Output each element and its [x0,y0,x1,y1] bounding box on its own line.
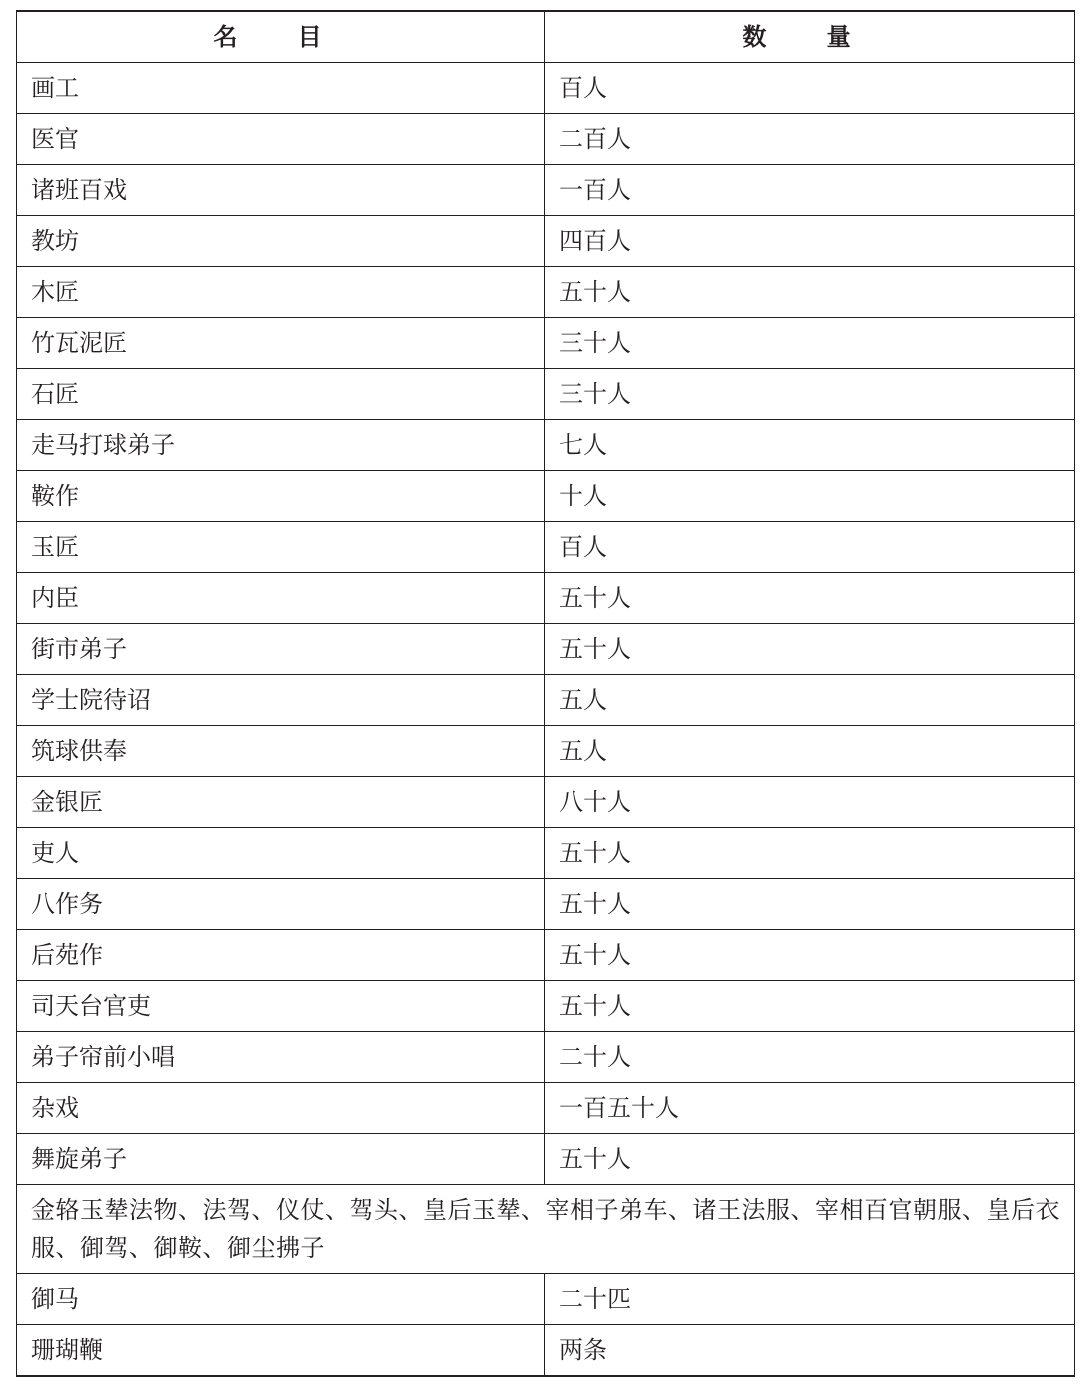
cell-quantity: 一百五十人 [545,1083,1075,1134]
table-row [17,573,1075,624]
cell-name: 珊瑚鞭 [17,1325,545,1377]
cell-quantity: 七人 [545,420,1075,471]
table-body [17,63,1075,1377]
cell-quantity: 二百人 [545,114,1075,165]
table-row [17,624,1075,675]
cell-quantity: 五十人 [545,879,1075,930]
cell-quantity: 百人 [545,522,1075,573]
cell-quantity: 五十人 [545,930,1075,981]
cell-quantity: 五十人 [545,267,1075,318]
cell-quantity: 二十匹 [545,1274,1075,1325]
table-row [17,318,1075,369]
cell-name: 杂戏 [17,1083,545,1134]
cell-quantity: 三十人 [545,369,1075,420]
table-row [17,63,1075,114]
cell-quantity: 五人 [545,726,1075,777]
cell-name: 走马打球弟子 [17,420,545,471]
table-row [17,471,1075,522]
table-row [17,369,1075,420]
cell-name: 石匠 [17,369,545,420]
table-row [17,1274,1075,1325]
cell-quantity: 一百人 [545,165,1075,216]
table-row [17,777,1075,828]
cell-name: 学士院待诏 [17,675,545,726]
cell-quantity: 三十人 [545,318,1075,369]
cell-name: 内臣 [17,573,545,624]
cell-quantity: 五人 [545,675,1075,726]
cell-name: 诸班百戏 [17,165,545,216]
cell-quantity: 五十人 [545,1134,1075,1185]
table-row [17,1032,1075,1083]
cell-quantity: 五十人 [545,624,1075,675]
table-row [17,981,1075,1032]
table-row [17,216,1075,267]
table-row [17,1134,1075,1185]
merged-cell: 金辂玉辇法物、法驾、仪仗、驾头、皇后玉辇、宰相子弟车、诸王法服、宰相百官朝服、皇后衣服、御驾、御鞍、御尘拂子 [17,1185,1075,1274]
cell-name: 后苑作 [17,930,545,981]
table-header-row [17,11,1075,63]
header-name: 名 目 [17,11,545,63]
cell-quantity: 十人 [545,471,1075,522]
cell-quantity: 四百人 [545,216,1075,267]
table-row [17,267,1075,318]
table-row [17,165,1075,216]
cell-quantity: 五十人 [545,573,1075,624]
cell-name: 教坊 [17,216,545,267]
cell-name: 医官 [17,114,545,165]
cell-name: 吏人 [17,828,545,879]
cell-name: 鞍作 [17,471,545,522]
cell-quantity: 二十人 [545,1032,1075,1083]
merged-row [17,1185,1075,1274]
cell-quantity: 两条 [545,1325,1075,1377]
table-row [17,114,1075,165]
cell-quantity: 五十人 [545,828,1075,879]
table-row [17,675,1075,726]
table-row [17,726,1075,777]
table-row [17,828,1075,879]
table-row [17,420,1075,471]
cell-name: 金银匠 [17,777,545,828]
cell-name: 画工 [17,63,545,114]
cell-name: 御马 [17,1274,545,1325]
table-row [17,879,1075,930]
header-quantity: 数 量 [545,11,1075,63]
cell-name: 玉匠 [17,522,545,573]
table-row [17,1083,1075,1134]
cell-quantity: 五十人 [545,981,1075,1032]
cell-name: 司天台官吏 [17,981,545,1032]
cell-quantity: 八十人 [545,777,1075,828]
cell-name: 木匠 [17,267,545,318]
cell-name: 舞旋弟子 [17,1134,545,1185]
cell-quantity: 百人 [545,63,1075,114]
cell-name: 八作务 [17,879,545,930]
table-row [17,1325,1075,1377]
cell-name: 竹瓦泥匠 [17,318,545,369]
records-table [16,10,1075,1377]
cell-name: 筑球供奉 [17,726,545,777]
table-row [17,522,1075,573]
cell-name: 街市弟子 [17,624,545,675]
cell-name: 弟子帘前小唱 [17,1032,545,1083]
table-row [17,930,1075,981]
